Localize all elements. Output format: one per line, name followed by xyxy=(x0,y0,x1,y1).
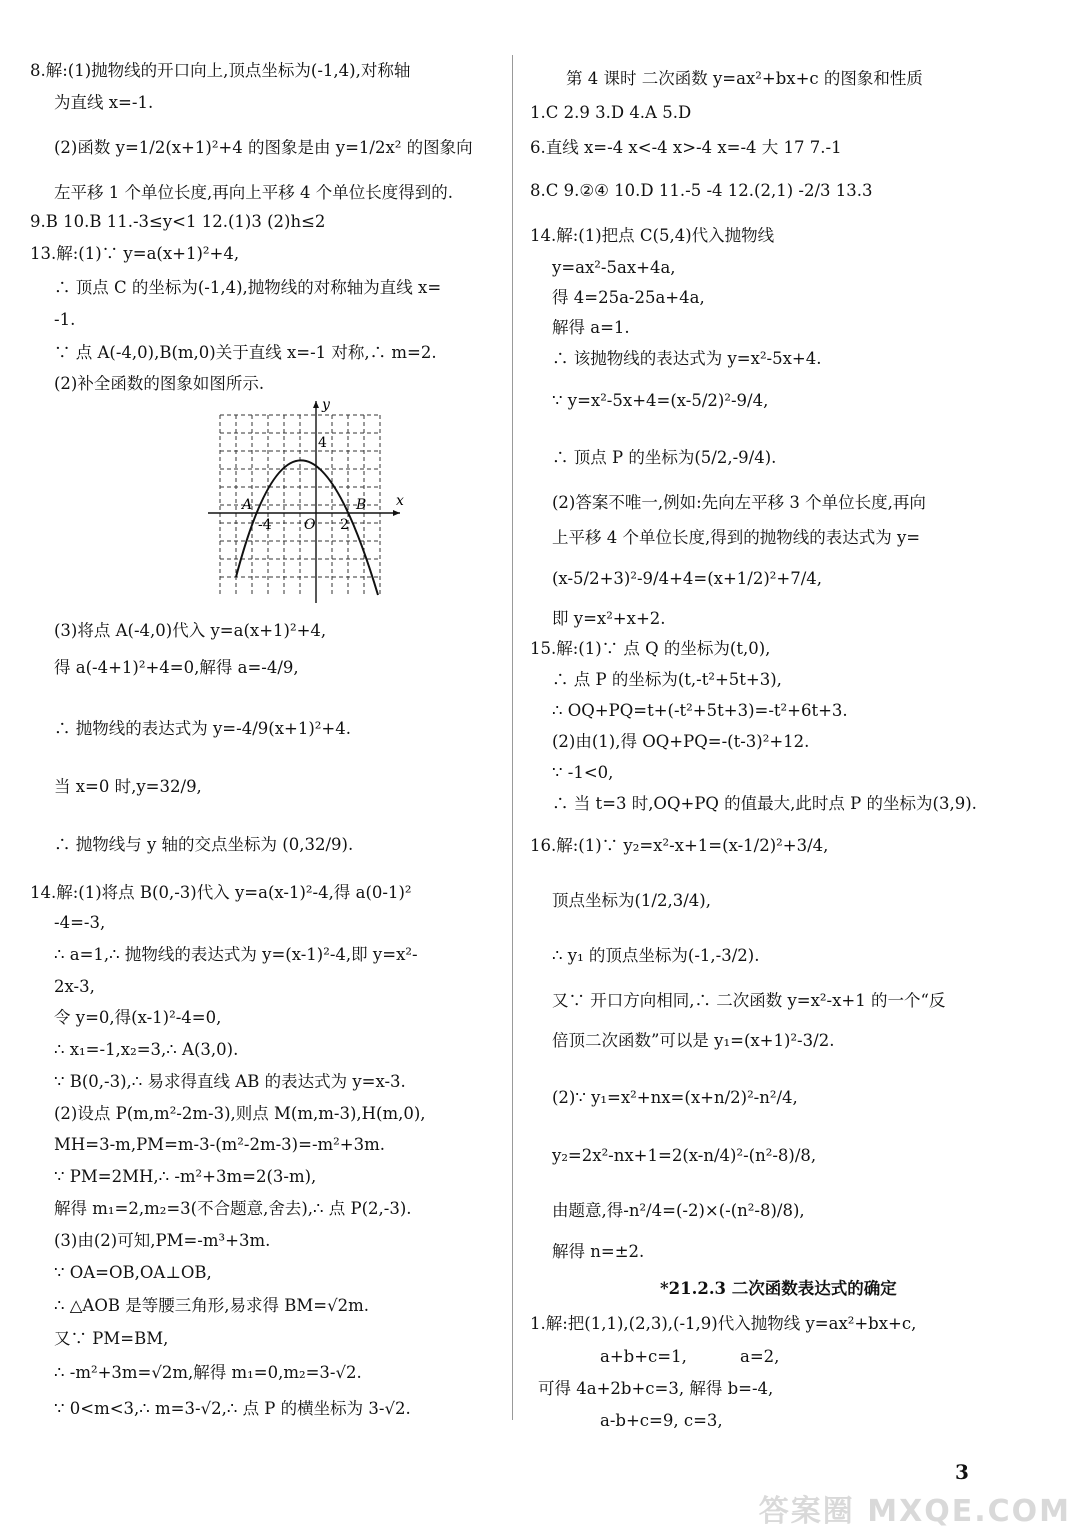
text-line: 2x-3, xyxy=(54,977,95,996)
text-line: -1. xyxy=(54,310,76,329)
text-line: ∴ 顶点 C 的坐标为(-1,4),抛物线的对称轴为直线 x= xyxy=(54,278,442,297)
text-line: ∵ 0<m<3,∴ m=3-√2,∴ 点 P 的横坐标为 3-√2. xyxy=(54,1399,411,1418)
column-divider xyxy=(512,55,513,1420)
text-line: 第 4 课时 二次函数 y=ax²+bx+c 的图象和性质 xyxy=(566,69,923,88)
page-number: 3 xyxy=(955,1460,969,1484)
text-line: a-b+c=9, c=3, xyxy=(600,1411,723,1430)
text-line: ∴ -m²+3m=√2m,解得 m₁=0,m₂=3-√2. xyxy=(54,1363,362,1382)
text-line: 左平移 1 个单位长度,再向上平移 4 个单位长度得到的. xyxy=(54,183,453,202)
text-line: 为直线 x=-1. xyxy=(54,93,154,112)
text-line: ∴ 该抛物线的表达式为 y=x²-5x+4. xyxy=(552,349,822,368)
text-line: y₂=2x²-nx+1=2(x-n/4)²-(n²-8)/8, xyxy=(552,1146,817,1165)
text-line: *21.2.3 二次函数表达式的确定 xyxy=(660,1279,897,1298)
text-line: 1.C 2.9 3.D 4.A 5.D xyxy=(530,103,692,122)
svg-text:y: y xyxy=(322,397,330,413)
svg-text:4: 4 xyxy=(318,435,327,451)
text-line: ∵ PM=2MH,∴ -m²+3m=2(3-m), xyxy=(54,1167,317,1186)
text-line: 解得 n=±2. xyxy=(552,1242,645,1261)
text-line: 8.C 9.②④ 10.D 11.-5 -4 12.(2,1) -2/3 13.3 xyxy=(530,181,873,200)
text-line: ∵ -1<0, xyxy=(552,763,614,782)
text-line: (2)∵ y₁=x²+nx=(x+n/2)²-n²/4, xyxy=(552,1088,798,1107)
svg-text:2: 2 xyxy=(340,517,349,533)
text-line: 9.B 10.B 11.-3≤y<1 12.(1)3 (2)h≤2 xyxy=(30,212,326,231)
text-line: 上平移 4 个单位长度,得到的抛物线的表达式为 y= xyxy=(552,528,921,547)
text-line: (2)设点 P(m,m²-2m-3),则点 M(m,m-3),H(m,0), xyxy=(54,1104,426,1123)
text-line: -4=-3, xyxy=(54,913,106,932)
text-line: ∴ OQ+PQ=t+(-t²+5t+3)=-t²+6t+3. xyxy=(552,701,848,720)
text-line: 解得 m₁=2,m₂=3(不合题意,舍去),∴ 点 P(2,-3). xyxy=(54,1199,412,1218)
text-line: 8.解:(1)抛物线的开口向上,顶点坐标为(-1,4),对称轴 xyxy=(30,61,411,80)
text-line: 1.解:把(1,1),(2,3),(-1,9)代入抛物线 y=ax²+bx+c, xyxy=(530,1314,917,1333)
text-line: ∴ y₁ 的顶点坐标为(-1,-3/2). xyxy=(552,946,760,965)
parabola-graph xyxy=(200,395,410,605)
text-line: ∴ △AOB 是等腰三角形,易求得 BM=√2m. xyxy=(54,1296,369,1315)
text-line: 6.直线 x=-4 x<-4 x>-4 x=-4 大 17 7.-1 xyxy=(530,138,842,157)
text-line: a=2, xyxy=(740,1347,780,1366)
text-line: ∴ 当 t=3 时,OQ+PQ 的值最大,此时点 P 的坐标为(3,9). xyxy=(552,794,977,813)
text-line: (2)函数 y=1/2(x+1)²+4 的图象是由 y=1/2x² 的图象向 xyxy=(54,138,473,157)
text-line: 得 4=25a-25a+4a, xyxy=(552,288,705,307)
text-line: (x-5/2+3)²-9/4+4=(x+1/2)²+7/4, xyxy=(552,569,823,588)
text-line: (3)将点 A(-4,0)代入 y=a(x+1)²+4, xyxy=(54,621,327,640)
text-line: 当 x=0 时,y=32/9, xyxy=(54,777,202,796)
text-line: ∴ x₁=-1,x₂=3,∴ A(3,0). xyxy=(54,1040,239,1059)
text-line: 14.解:(1)将点 B(0,-3)代入 y=a(x-1)²-4,得 a(0-1)² xyxy=(30,883,412,902)
text-line: (2)答案不唯一,例如:先向左平移 3 个单位长度,再向 xyxy=(552,493,926,512)
text-line: ∵ 点 A(-4,0),B(m,0)关于直线 x=-1 对称,∴ m=2. xyxy=(54,343,437,362)
text-line: ∵ B(0,-3),∴ 易求得直线 AB 的表达式为 y=x-3. xyxy=(54,1072,406,1091)
text-line: 即 y=x²+x+2. xyxy=(552,609,666,628)
text-line: ∴ 抛物线的表达式为 y=-4/9(x+1)²+4. xyxy=(54,719,351,738)
text-line: ∴ 抛物线与 y 轴的交点坐标为 (0,32/9). xyxy=(54,835,354,854)
text-line: 解得 a=1. xyxy=(552,318,630,337)
text-line: 13.解:(1)∵ y=a(x+1)²+4, xyxy=(30,244,240,263)
text-line: 14.解:(1)把点 C(5,4)代入抛物线 xyxy=(530,226,775,245)
text-line: y=ax²-5ax+4a, xyxy=(552,258,676,277)
text-line: 16.解:(1)∵ y₂=x²-x+1=(x-1/2)²+3/4, xyxy=(530,836,829,855)
text-line: a+b+c=1, xyxy=(600,1347,687,1366)
text-line: ∴ 点 P 的坐标为(t,-t²+5t+3), xyxy=(552,670,782,689)
text-line: 得 a(-4+1)²+4=0,解得 a=-4/9, xyxy=(54,658,299,677)
text-line: 15.解:(1)∵ 点 Q 的坐标为(t,0), xyxy=(530,639,771,658)
svg-text:-4: -4 xyxy=(258,517,272,533)
svg-text:B: B xyxy=(356,497,367,513)
svg-text:O: O xyxy=(304,517,316,533)
text-line: (2)由(1),得 OQ+PQ=-(t-3)²+12. xyxy=(552,732,810,751)
watermark: 答案圈 MXQE.COM xyxy=(758,1494,1071,1529)
text-line: ∴ a=1,∴ 抛物线的表达式为 y=(x-1)²-4,即 y=x²- xyxy=(54,945,418,964)
text-line: (2)补全函数的图象如图所示. xyxy=(54,374,265,393)
text-line: 顶点坐标为(1/2,3/4), xyxy=(552,891,711,910)
text-line: 又∵ 开口方向相同,∴ 二次函数 y=x²-x+1 的一个“反 xyxy=(552,991,946,1010)
text-line: 又∵ PM=BM, xyxy=(54,1329,169,1348)
text-line: 令 y=0,得(x-1)²-4=0, xyxy=(54,1008,222,1027)
text-line: MH=3-m,PM=m-3-(m²-2m-3)=-m²+3m. xyxy=(54,1135,385,1154)
text-line: (3)由(2)可知,PM=-m³+3m. xyxy=(54,1231,271,1250)
text-line: ∵ y=x²-5x+4=(x-5/2)²-9/4, xyxy=(552,391,769,410)
text-line: 倍顶二次函数”可以是 y₁=(x+1)²-3/2. xyxy=(552,1031,835,1050)
text-line: 由题意,得-n²/4=(-2)×(-(n²-8)/8), xyxy=(552,1201,805,1220)
text-line: ∴ 顶点 P 的坐标为(5/2,-9/4). xyxy=(552,448,777,467)
svg-text:A: A xyxy=(242,497,253,513)
text-line: 可得 4a+2b+c=3, 解得 b=-4, xyxy=(538,1379,774,1398)
text-line: ∵ OA=OB,OA⊥OB, xyxy=(54,1263,212,1282)
svg-text:x: x xyxy=(396,493,404,509)
